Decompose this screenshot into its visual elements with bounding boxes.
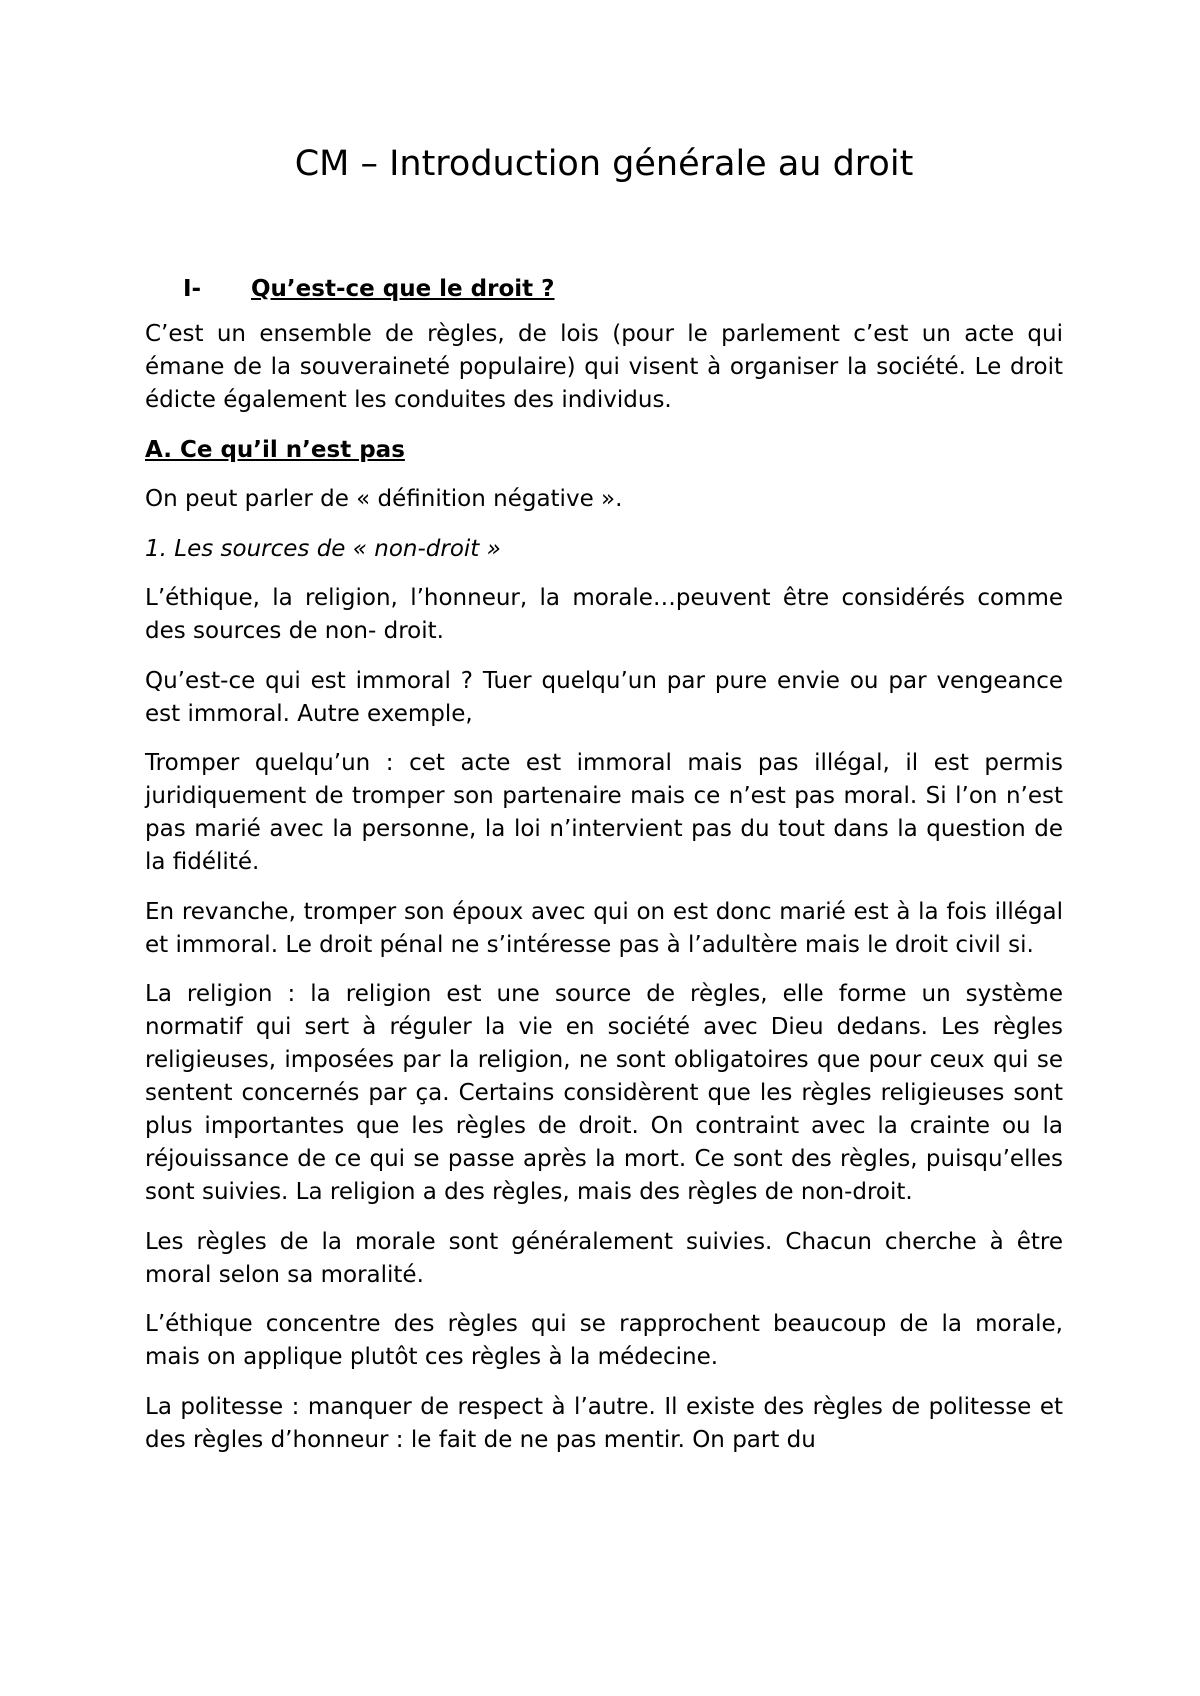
paragraph: Tromper quelqu’un : cet acte est immoral mais pas illégal, il est permis juridiquement de tromper son partenaire mais ce n’est pas moral. Si l’on n’est pas marié avec la personne, la loi n’intervient pas du tout dans la question de la fidélité. — [145, 750, 1063, 875]
paragraph: La religion : la religion est une source de règles, elle forme un système normatif qui sert à réguler la vie en société avec Dieu dedans. Les règles religieuses, imposées par la religion, ne sont obligatoires que pour ceux qui se sentent concernés par ça. Certains considèrent que les règles religieuses sont plus importantes que les règles de droit. On contraint avec la crainte ou la réjouissance de ce qui se passe après la mort. Ce sont des règles, puisqu’elles sont suivies. La religion a des règles, mais des règles de non-droit. — [145, 981, 1063, 1205]
paragraph: En revanche, tromper son époux avec qui on est donc marié est à la fois illégal et immoral. Le droit pénal ne s’intéresse pas à l’adultère mais le droit civil si. — [145, 898, 1063, 958]
paragraph: L’éthique concentre des règles qui se rapprochent beaucoup de la morale, mais on applique plutôt ces règles à la médecine. — [145, 1311, 1063, 1370]
paragraph: Qu’est-ce qui est immoral ? Tuer quelqu’un par pure envie ou par vengeance est immoral. Autre exemple, — [145, 667, 1063, 727]
section-number: I- — [183, 276, 202, 302]
section-title: Qu’est-ce que le droit ? — [251, 276, 555, 302]
section-heading — [183, 272, 555, 306]
document-title: CM – Introduction générale au droit — [294, 144, 914, 184]
subsubsection-heading: 1. Les sources de « non-droit » — [145, 535, 501, 562]
paragraph: Les règles de la morale sont généralement suivies. Chacun cherche à être moral selon sa moralité. — [145, 1228, 1063, 1288]
paragraph: L’éthique, la religion, l’honneur, la morale…peuvent être considérés comme des sources de non- droit. — [145, 585, 1063, 644]
subsection-heading: A. Ce qu’il n’est pas — [145, 436, 405, 463]
paragraph: On peut parler de « définition négative ». — [145, 486, 623, 512]
document-body — [145, 318, 1063, 1473]
intro-paragraph: C’est un ensemble de règles, de lois (pour le parlement c’est un acte qui émane de la souveraineté populaire) qui visent à organiser la société. Le droit édicte également les conduites des individus. — [145, 321, 1063, 413]
paragraph: La politesse : manquer de respect à l’autre. Il existe des règles de politesse et des règles d’honneur : le fait de ne pas mentir. On part du — [145, 1393, 1063, 1453]
